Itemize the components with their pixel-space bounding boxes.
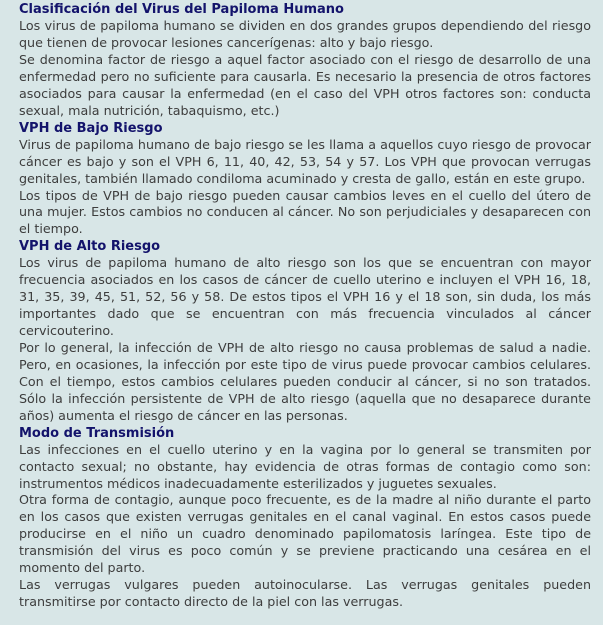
- paragraph: Por lo general, la infección de VPH de alto riesgo no causa problemas de salud a nadie. Pero, en ocasiones, la infección por este tipo de virus puede provocar cambios celulares. Con el tiempo, estos cambios celulares pueden conducir al cáncer, si no son tratados. Sólo la infección persistente de VPH de alto riesgo (aquella que no desaparece durante años) aumenta el riesgo de cáncer en las personas.: [19, 340, 591, 423]
- section-title-alto-riesgo: VPH de Alto Riesgo: [19, 239, 161, 255]
- paragraph: Las verrugas vulgares pueden autoinocularse. Las verrugas genitales pueden transmitirse por contacto directo de la piel con las verrugas.: [19, 577, 591, 609]
- section-title-bajo-riesgo: VPH de Bajo Riesgo: [19, 120, 163, 136]
- paragraph: Se denomina factor de riesgo a aquel factor asociado con el riesgo de desarrollo de una enfermedad pero no suficiente para causarla. Es necesario la presencia de otros factores asociados para causar la enfermedad (en el caso del VPH otros factores son: conducta sexual, mala nutrición, tabaquismo, etc.): [19, 52, 591, 118]
- paragraph: Los virus de papiloma humano de alto riesgo son los que se encuentran con mayor frecuencia asociados en los casos de cáncer de cuello uterino e incluyen el VPH 16, 18, 31, 35, 39, 45, 51, 52, 56 y 58. De estos tipos el VPH 16 y el 18 son, sin duda, los más importantes dado que se encuentran con más frecuencia vinculados al cáncer cervicouterino.: [19, 255, 591, 339]
- paragraph: Los virus de papiloma humano se dividen en dos grandes grupos dependiendo del riesgo que tienen de provocar lesiones cancerígenas: alto y bajo riesgo.: [19, 18, 591, 51]
- paragraph: Virus de papiloma humano de bajo riesgo se les llama a aquellos cuyo riesgo de provocar cáncer es bajo y son el VPH 6, 11, 40, 42, 53, 54 y 57. Los VPH que provocan verrugas genitales, también llamado condiloma acuminado y cresta de gallo, están en este grupo.: [19, 136, 591, 186]
- paragraph: Otra forma de contagio, aunque poco frecuente, es de la madre al niño durante el parto en los casos que existen verrugas genitales en el canal vaginal. En estos casos puede producirse en el niño un cuadro denominado papilomatosis laríngea. Este tipo de transmisión del virus es poco común y se previene practicando una cesárea en el momento del parto.: [19, 492, 591, 576]
- section-title-clasificacion: Clasificación del Virus del Papiloma Humano: [19, 2, 344, 17]
- section-title-transmision: Modo de Transmisión: [19, 425, 175, 441]
- paragraph: Los tipos de VPH de bajo riesgo pueden causar cambios leves en el cuello del útero de una mujer. Estos cambios no conducen al cáncer. No son perjudiciales y desaparecen con el tiempo.: [19, 187, 591, 237]
- paragraph: Las infecciones en el cuello uterino y en la vagina por lo general se transmiten por contacto sexual; no obstante, hay evidencia de otras formas de contagio como son: instrumentos médicos inadecuadamente esterilizados y juguetes sexuales.: [19, 441, 591, 491]
